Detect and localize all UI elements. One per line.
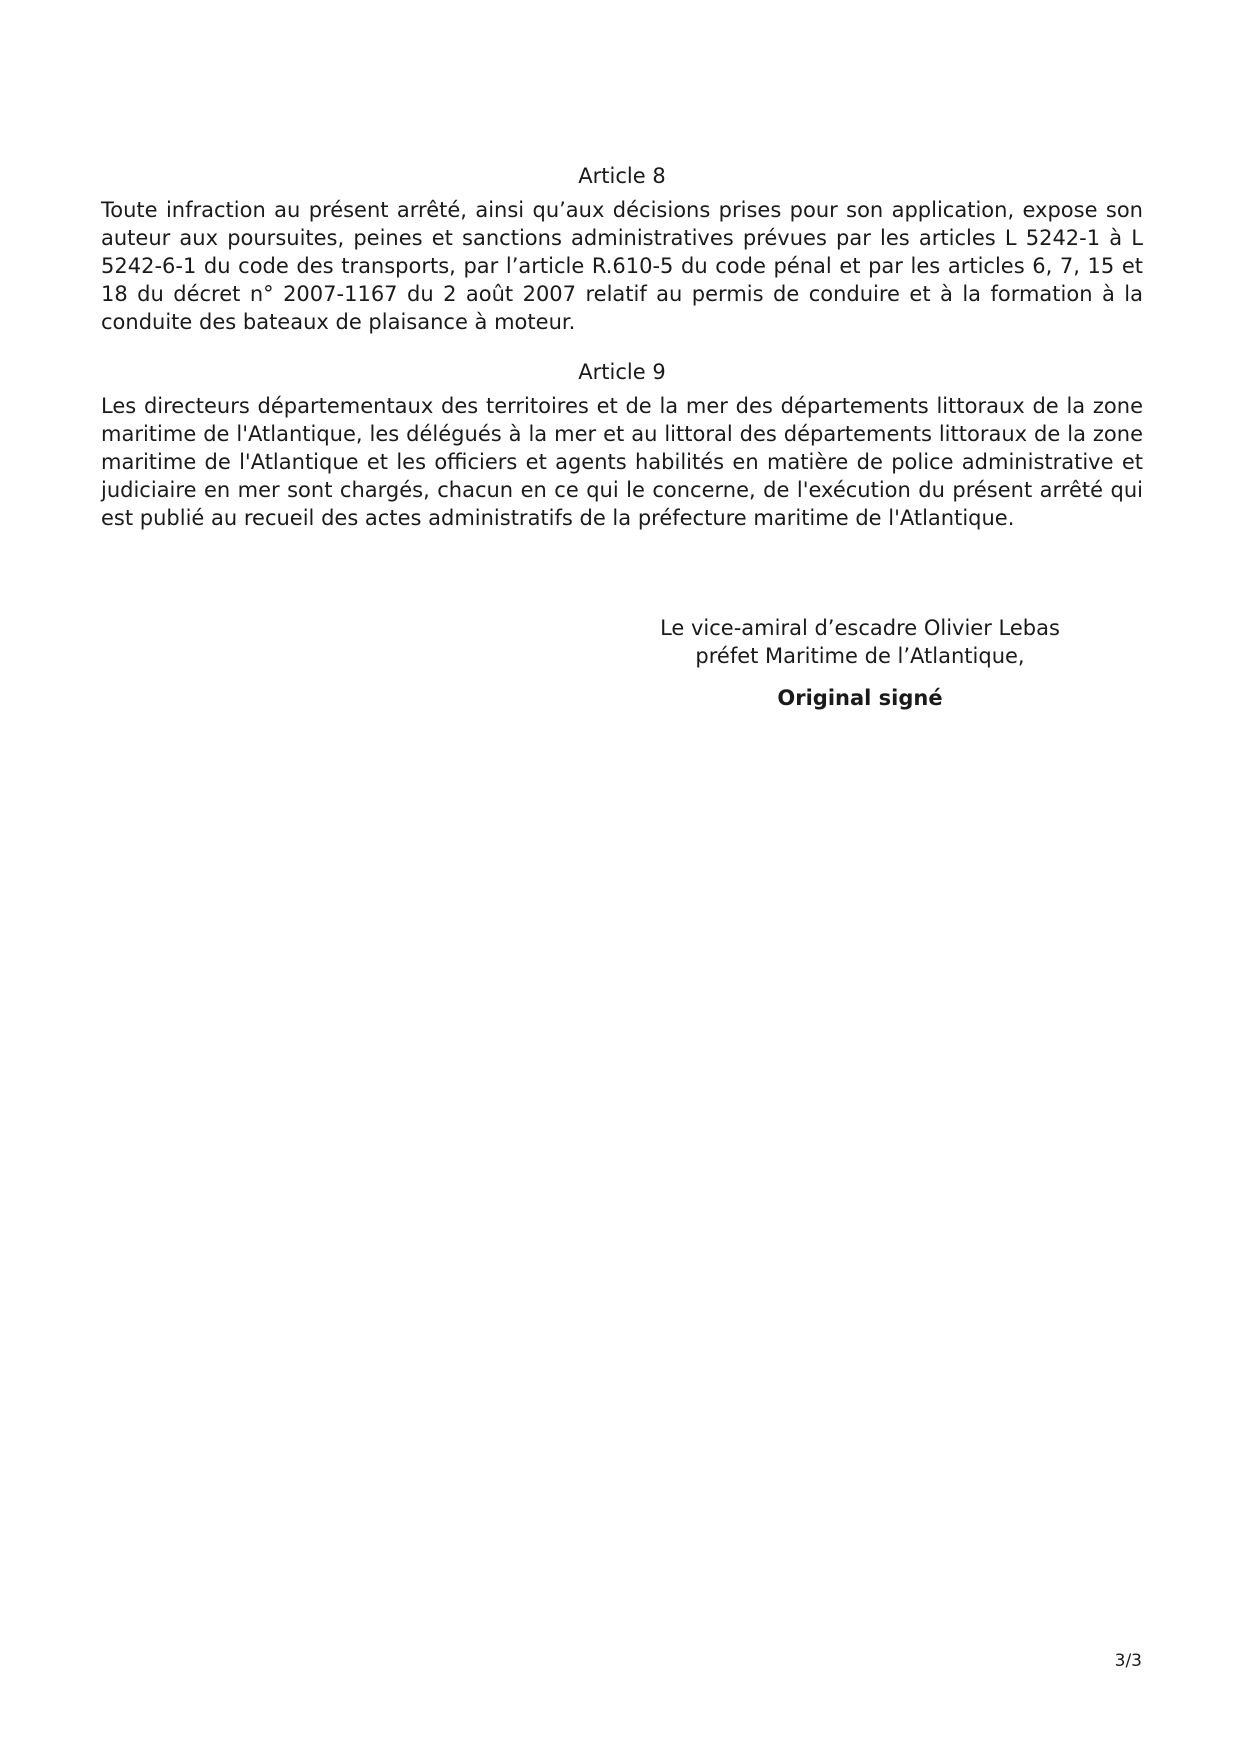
signed-mention: Original signé xyxy=(777,686,943,710)
signature-block xyxy=(620,614,1100,712)
signatory-title: préfet Maritime de l’Atlantique, xyxy=(695,644,1025,668)
signatory-name: Le vice-amiral d’escadre Olivier Lebas xyxy=(660,616,1060,640)
page-number: 3/3 xyxy=(1114,1651,1142,1671)
article-9 xyxy=(101,358,1143,532)
article-body: Toute infraction au présent arrêté, ainsi qu’aux décisions prises pour son application, expose son auteur aux poursuites, peines et sanctions administratives prévues par les articles L 5242-1 à L 5242-6-1 du code des transports, par l’article R.610-5 du code pénal et par les articles 6, 7, 15 et 18 du décret n° 2007-1167 du 2 août 2007 relatif au permis de conduire et à la formation à la conduite des bateaux de plaisance à moteur. xyxy=(101,198,1143,334)
article-8 xyxy=(101,162,1143,336)
document-content xyxy=(101,162,1143,554)
article-heading: Article 8 xyxy=(578,164,666,188)
article-body: Les directeurs départementaux des territoires et de la mer des départements littoraux de la zone maritime de l'Atlantique, les délégués à la mer et au littoral des départements littoraux de la zone maritime de l'Atlantique et les officiers et agents habilités en matière de police administrative et judiciaire en mer sont chargés, chacun en ce qui le concerne, de l'exécution du présent arrêté qui est publié au recueil des actes administratifs de la préfecture maritime de l'Atlantique. xyxy=(101,394,1143,530)
article-heading: Article 9 xyxy=(578,360,666,384)
